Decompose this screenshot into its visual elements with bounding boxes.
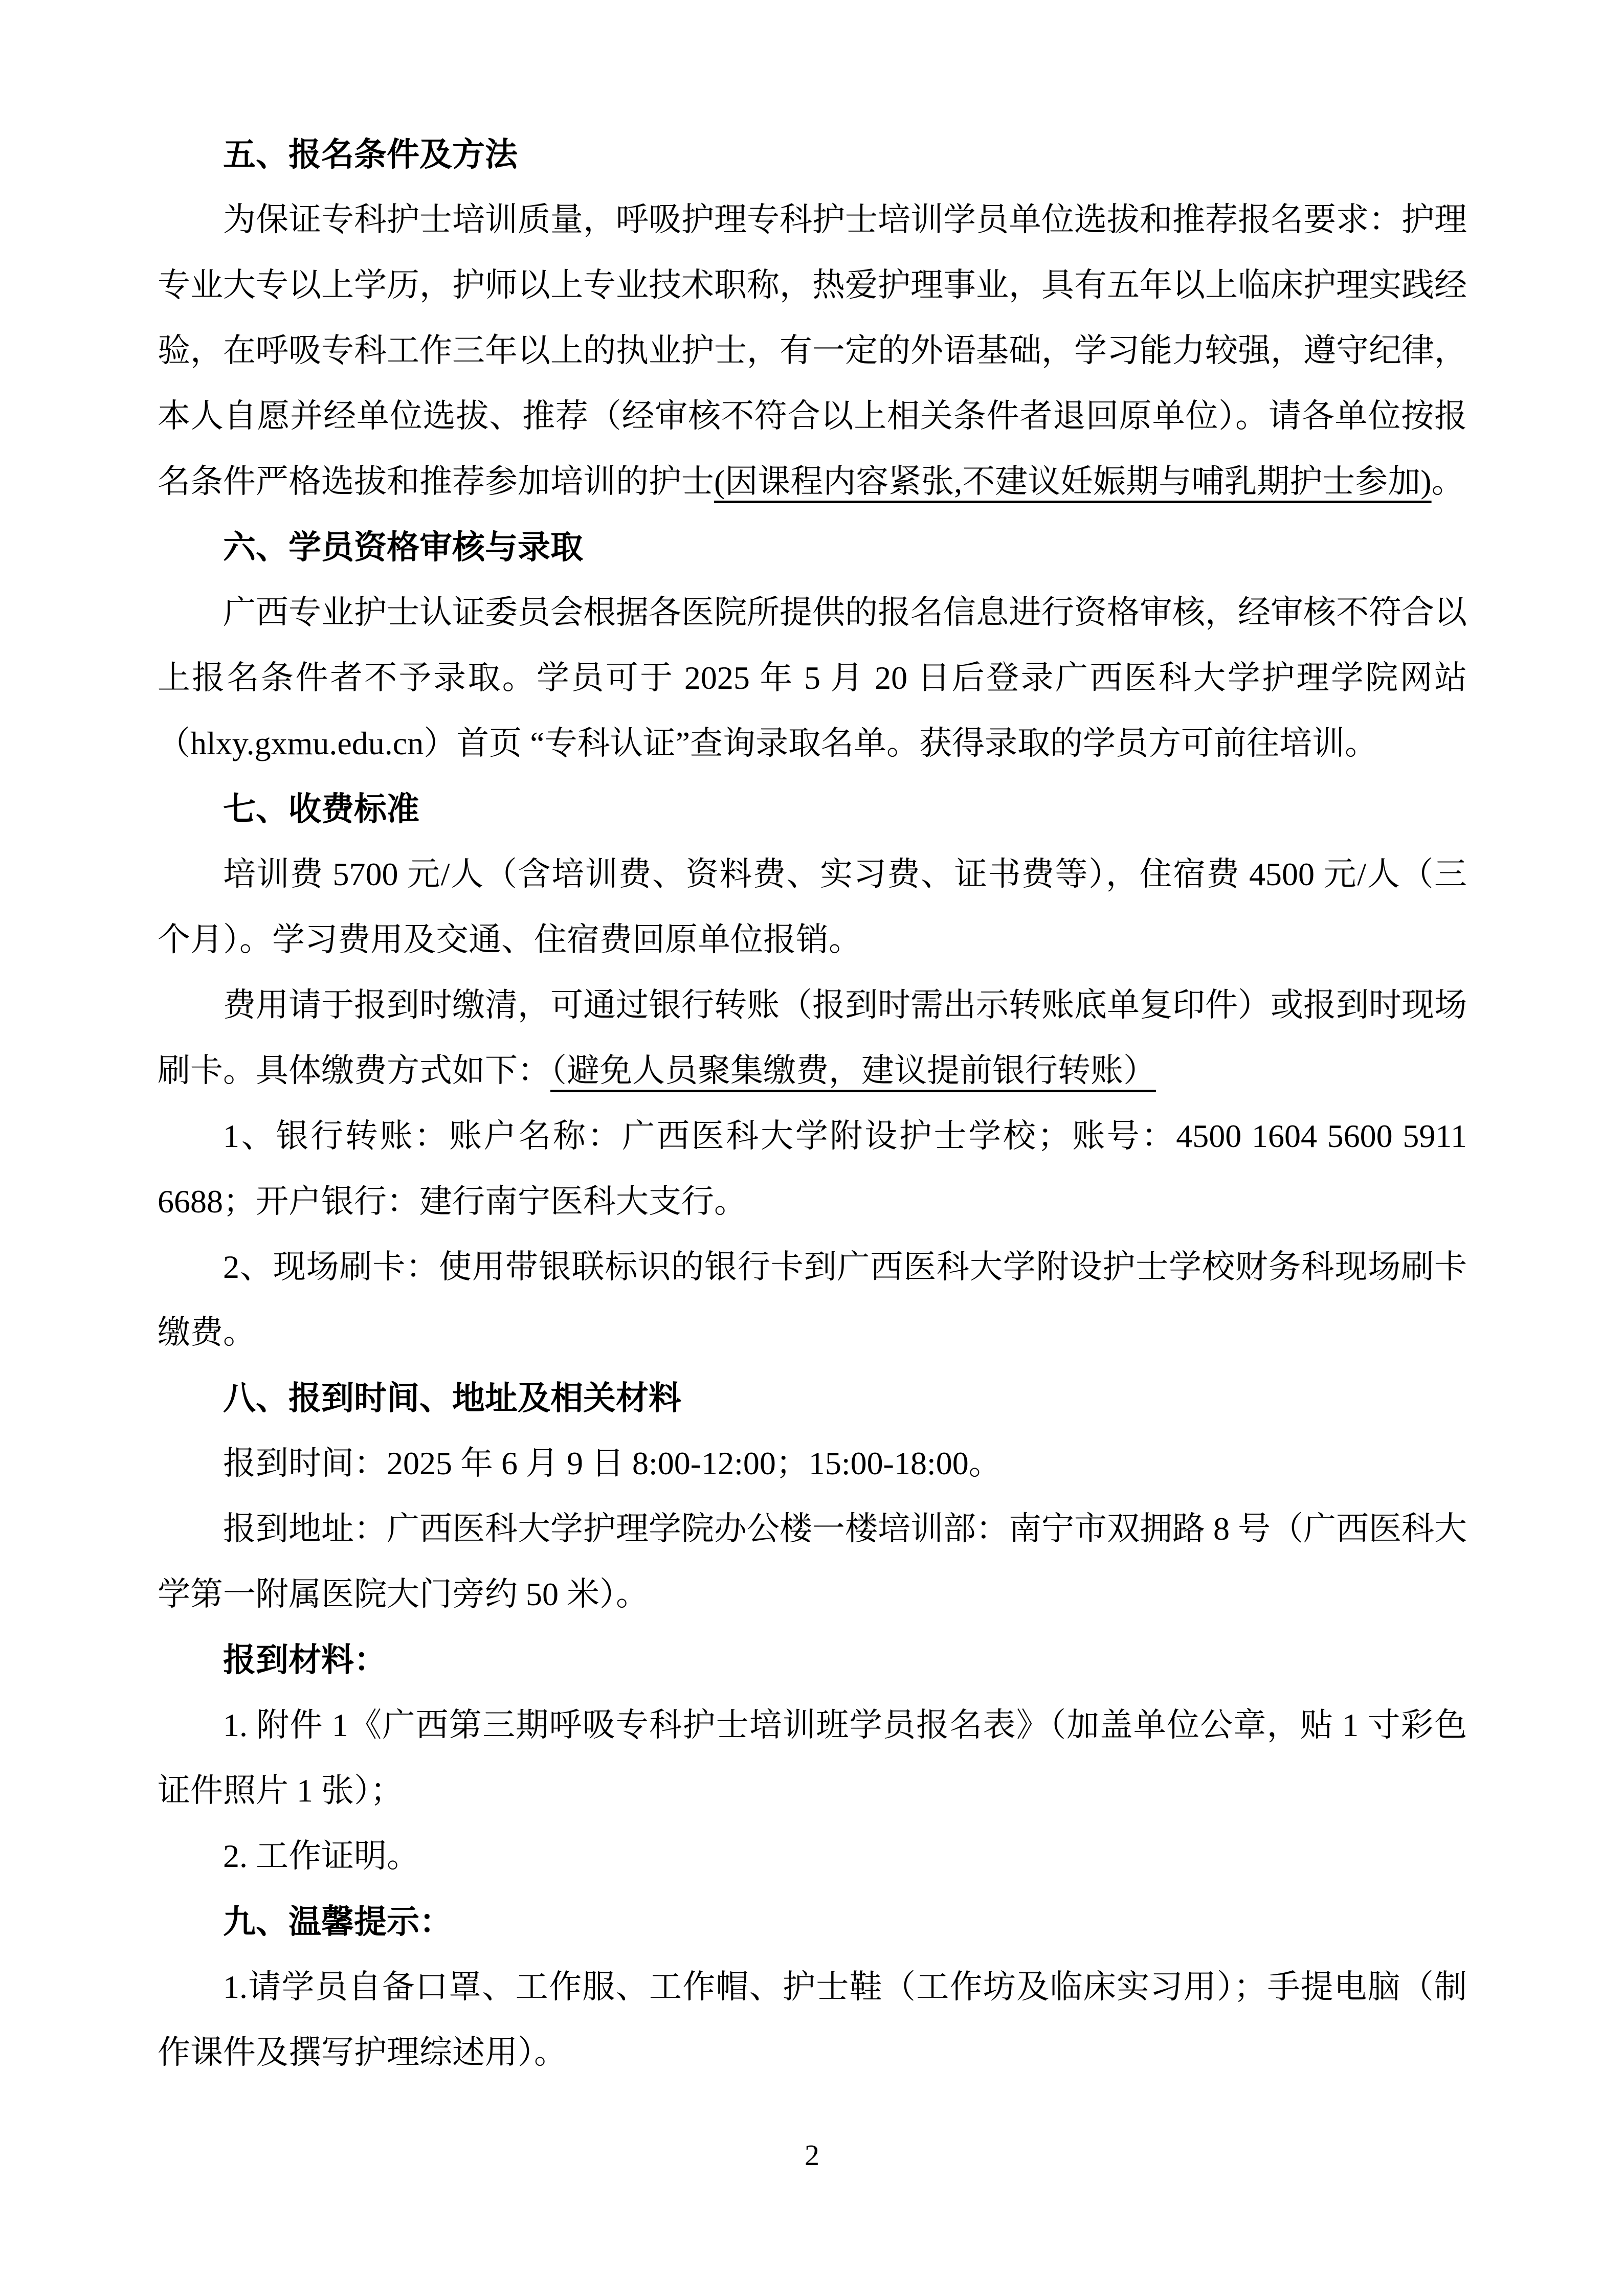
section-heading (158, 122, 1467, 187)
text-run: 报到材料： (223, 1641, 387, 1678)
text-run: 1、银行转账：账户名称：广西医科大学附设护士学校；账号：4500 1604 5600 5911 6688；开户银行：建行南宁医科大支行。 (158, 1118, 1467, 1220)
text-run: 五、报名条件及方法 (223, 136, 518, 173)
paragraph (158, 187, 1467, 514)
document-body (158, 122, 1467, 2085)
paragraph (158, 1693, 1467, 1824)
underlined-text: (因课程内容紧张,不建议妊娠期与哺乳期护士参加) (714, 463, 1432, 500)
paragraph (158, 1234, 1467, 1365)
text-run: 2. 工作证明。 (223, 1838, 419, 1874)
paragraph (158, 1496, 1467, 1627)
text-run: 八、报到时间、地址及相关材料 (223, 1380, 681, 1416)
text-run: 培训费 5700 元/人（含培训费、资料费、实习费、证书费等），住宿费 4500 元/人（三个月）。学习费用及交通、住宿费回原单位报销。 (158, 856, 1467, 958)
section-heading (158, 1365, 1467, 1431)
text-run: 1.请学员自备口罩、工作服、工作帽、护士鞋（工作坊及临床实习用）；手提电脑（制作课件及撰写护理综述用）。 (158, 1969, 1467, 2070)
paragraph (158, 1431, 1467, 1496)
text-run: 七、收费标准 (223, 791, 419, 827)
text-run: 费用请于报到时缴清，可通过银行转账（报到时需出示转账底单复印件）或报到时现场刷卡。具体缴费方式如下： (158, 987, 1467, 1089)
section-heading (158, 1889, 1467, 1954)
paragraph (158, 1104, 1467, 1234)
paragraph (158, 842, 1467, 973)
section-heading (158, 776, 1467, 842)
text-run: 九、温馨提示： (223, 1903, 452, 1940)
text-run: 2、现场刷卡：使用带银联标识的银行卡到广西医科大学附设护士学校财务科现场刷卡缴费。 (158, 1249, 1467, 1350)
section-heading (158, 1627, 1467, 1693)
paragraph (158, 1824, 1467, 1889)
section-heading (158, 514, 1467, 580)
paragraph (158, 1954, 1467, 2085)
underlined-text: （避免人员聚集缴费，建议提前银行转账） (550, 1052, 1156, 1089)
text-run: 。 (1431, 463, 1464, 500)
text-run: 广西专业护士认证委员会根据各医院所提供的报名信息进行资格审核，经审核不符合以上报名条件者不予录取。学员可于 2025 年 5 月 20 日后登录广西医科大学护理学院网站（hlxy.gxmu.edu.cn）首页 “专科认证”查询录取名单。获得录取的学员方可前往培训。 (158, 594, 1467, 761)
page-number: 2 (805, 2139, 819, 2172)
text-run: 为保证专科护士培训质量，呼吸护理专科护士培训学员单位选拔和推荐报名要求：护理专业大专以上学历，护师以上专业技术职称，热爱护理事业，具有五年以上临床护理实践经验，在呼吸专科工作三年以上的执业护士，有一定的外语基础，学习能力较强，遵守纪律，本人自愿并经单位选拔、推荐（经审核不符合以上相关条件者退回原单位）。请各单位按报名条件严格选拔和推荐参加培训的护士 (158, 201, 1467, 500)
text-run: 六、学员资格审核与录取 (223, 529, 583, 566)
text-run: 报到地址：广西医科大学护理学院办公楼一楼培训部：南宁市双拥路 8 号（广西医科大学第一附属医院大门旁约 50 米）。 (158, 1511, 1467, 1612)
paragraph (158, 973, 1467, 1104)
text-run: 报到时间：2025 年 6 月 9 日 8:00-12:00；15:00-18:00。 (223, 1445, 1002, 1481)
paragraph (158, 580, 1467, 776)
text-run: 1. 附件 1《广西第三期呼吸专科护士培训班学员报名表》（加盖单位公章，贴 1 寸彩色证件照片 1 张）； (158, 1707, 1467, 1809)
